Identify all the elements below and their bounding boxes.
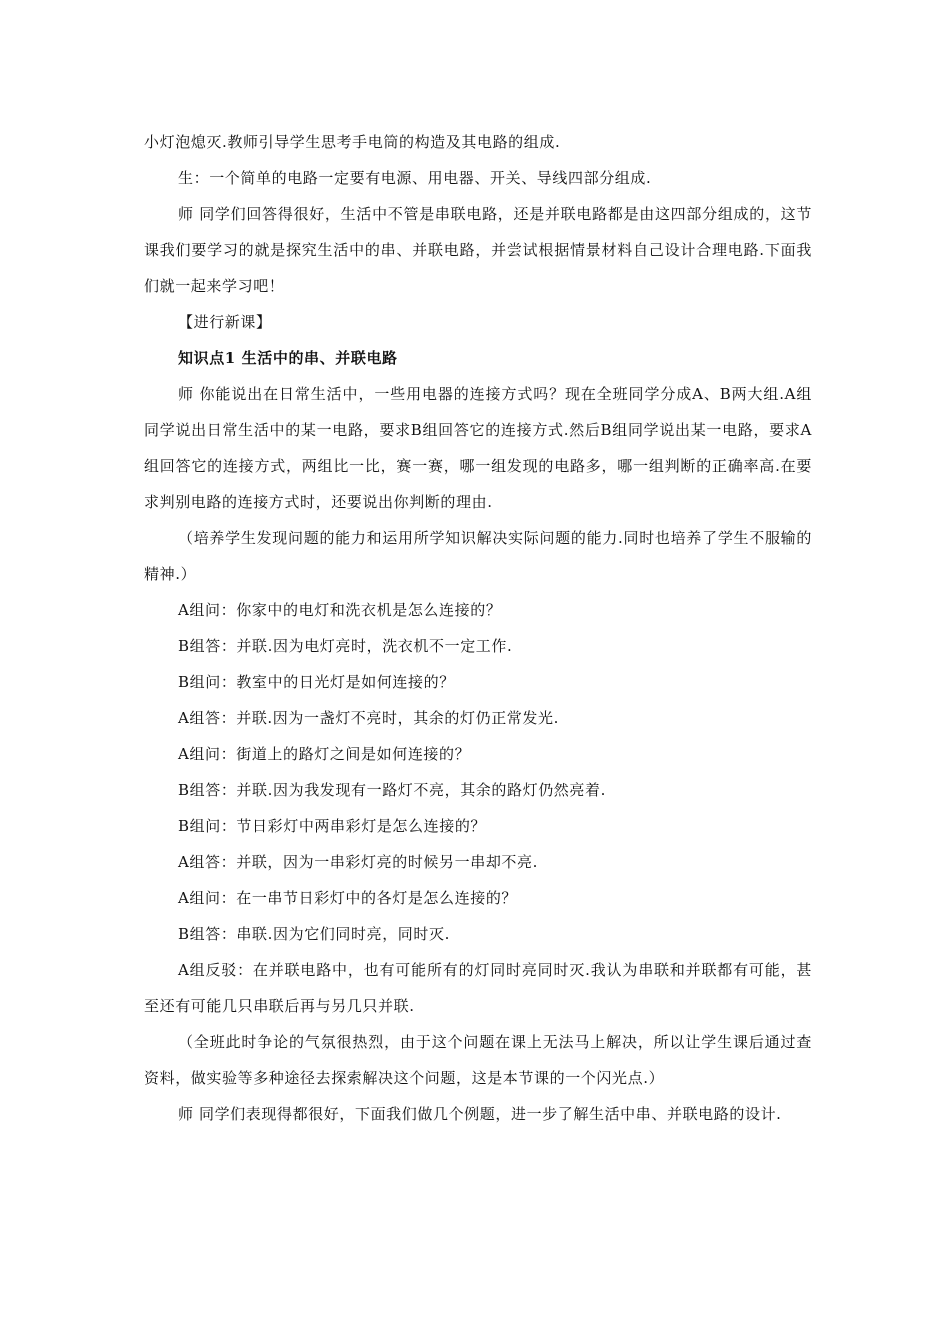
knowledge-point-heading: 知识点1 生活中的串、并联电路 xyxy=(178,349,398,367)
paragraph: 生：一个简单的电路一定要有电源、用电器、开关、导线四部分组成. xyxy=(178,169,652,187)
document-body xyxy=(144,124,812,1132)
paragraph: A组反驳：在并联电路中，也有可能所有的灯同时亮同时灭.我认为串联和并联都有可能，甚至还有可能几只串联后再与另几只并联. xyxy=(144,961,812,1015)
paragraph: 师 你能说出在日常生活中，一些用电器的连接方式吗？现在全班同学分成A、B两大组.A组同学说出日常生活中的某一电路，要求B组回答它的连接方式.然后B组同学说出某一电路，要求A组回答它的连接方式，两组比一比，赛一赛，哪一组发现的电路多，哪一组判断的正确率高.在要求判别电路的连接方式时，还要说出你判断的理由. xyxy=(144,385,812,511)
dialogue-line: B组答：串联.因为它们同时亮，同时灭. xyxy=(178,925,450,943)
paragraph: 师 同学们表现得都很好，下面我们做几个例题，进一步了解生活中串、并联电路的设计. xyxy=(178,1105,782,1123)
dialogue-line: B组答：并联.因为我发现有一路灯不亮，其余的路灯仍然亮着. xyxy=(178,781,606,799)
dialogue-line: B组问：教室中的日光灯是如何连接的？ xyxy=(178,673,455,691)
paragraph: （全班此时争论的气氛很热烈，由于这个问题在课上无法马上解决，所以让学生课后通过查资料，做实验等多种途径去探索解决这个问题，这是本节课的一个闪光点.） xyxy=(144,1033,812,1087)
dialogue-line: B组答：并联.因为电灯亮时，洗衣机不一定工作. xyxy=(178,637,513,655)
dialogue-line: B组问：节日彩灯中两串彩灯是怎么连接的？ xyxy=(178,817,487,835)
section-heading: 【进行新课】 xyxy=(178,313,272,331)
paragraph: 小灯泡熄灭.教师引导学生思考手电筒的构造及其电路的组成. xyxy=(144,133,561,151)
dialogue-line: A组问：你家中的电灯和洗衣机是怎么连接的？ xyxy=(178,601,502,619)
dialogue-line: A组问：在一串节日彩灯中的各灯是怎么连接的？ xyxy=(178,889,518,907)
dialogue-line: A组问：街道上的路灯之间是如何连接的？ xyxy=(178,745,471,763)
dialogue-line: A组答：并联，因为一串彩灯亮的时候另一串却不亮. xyxy=(178,853,539,871)
dialogue-line: A组答：并联.因为一盏灯不亮时，其余的灯仍正常发光. xyxy=(178,709,559,727)
paragraph: （培养学生发现问题的能力和运用所学知识解决实际问题的能力.同时也培养了学生不服输的精神.） xyxy=(144,529,812,583)
paragraph: 师 同学们回答得很好，生活中不管是串联电路，还是并联电路都是由这四部分组成的，这节课我们要学习的就是探究生活中的串、并联电路，并尝试根据情景材料自己设计合理电路.下面我们就一起来学习吧！ xyxy=(144,205,812,295)
